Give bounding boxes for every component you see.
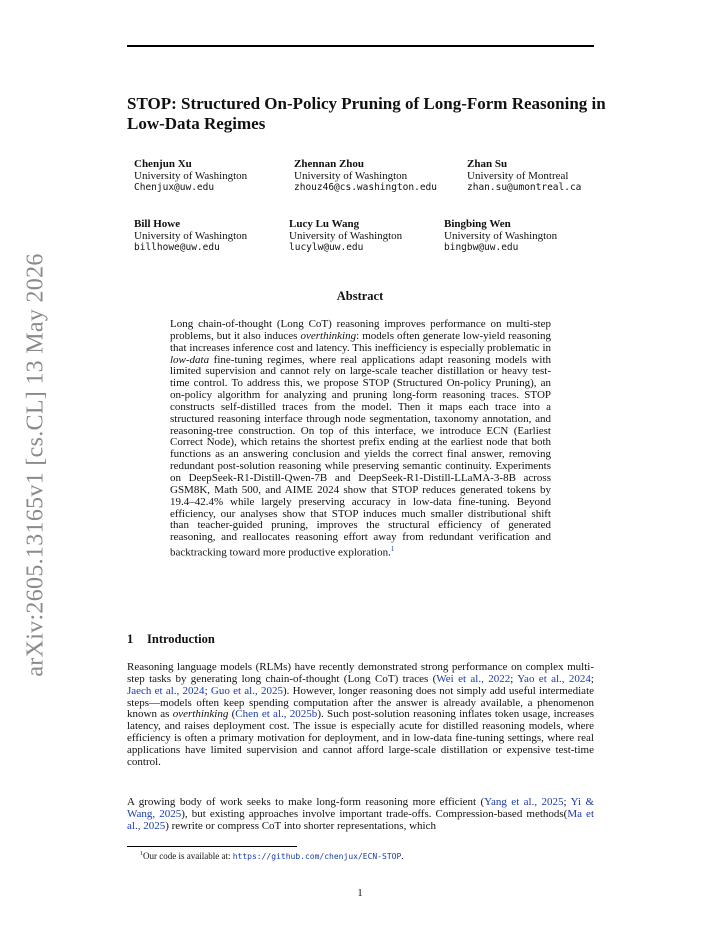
author-block [467,158,581,194]
footnote-link[interactable]: 1 [390,545,395,554]
para-text: ). However, longer reasoning does not simply add useful intermediate steps—models often keep spending computation after the answer is already available, a phenomenon known as [127,684,595,721]
author-email[interactable]: billhowe@uw.edu [134,242,220,253]
abstract-body [170,319,551,560]
author-email[interactable]: zhouz46@cs.washington.edu [294,182,437,193]
para-text: ), but existing approaches involve important trade-offs. Compression-based methods( [181,807,568,820]
author-name: Bill Howe [134,218,181,230]
para-text: ( [228,708,236,721]
para-text: ; [590,672,594,685]
para-text: ; [510,672,518,685]
section-heading [127,632,215,647]
abstract-text: : models often generate low-yield reasoning that increases inference cost and latency. This inefficiency is especially problematic in [170,329,551,354]
footnote-text: Our code is available at: [143,851,233,861]
author-name: Zhennan Zhou [294,158,365,170]
author-affiliation: University of Washington [134,170,248,182]
abstract-emphasis: low-data [170,353,210,366]
abstract-emphasis: overthinking [300,329,357,342]
author-affiliation: University of Washington [444,230,558,242]
citation-link[interactable]: Ma et al., 2025 [127,807,594,832]
author-email[interactable]: Chenjux@uw.edu [134,182,215,193]
author-affiliation: University of Montreal [467,170,569,182]
footnote-text: . [401,851,404,861]
author-block [294,158,437,194]
section-title: Introduction [147,632,215,646]
code-link[interactable]: https://github.com/chenjux/ECN-STOP [232,852,402,861]
abstract-text: fine-tuning regimes, where real applications adapt reasoning models with limited supervision and cannot rely on large-scale teacher distillation or heavy test-time control. To address this, we propose STOP (Structured On-policy Pruning), an on-policy algorithm for analyzing and pruning long-form reasoning traces. STOP constructs self-distilled traces from the model. Then it maps each trace into a structured reasoning interface through node segmentation, taxonomy annotation, and reasoning-tree construction. On top of this interface, we introduce ECN (Earliest Correct Node), which retains the shortest prefix ending at the earliest node that both functions as an answering conclusion and yields the correct final answer, removing redundant post-solution reasoning while preserving semantic continuity. Experiments on DeepSeek-R1-Distill-Qwen-7B and DeepSeek-R1-Distill-LLaMA-3-8B across GSM8K, Math 500, and AIME 2024 show that STOP reduces generated tokens by 19.4–42.4% while largely preserving accuracy in low-data fine-tuning. Beyond efficiency, our analyses show that STOP induces much smaller distributional shift than teacher-guided pruning, improves the structural efficiency of generated reasoning, and reallocates reasoning effort away from redundant verification and backtracking toward more productive exploration. [170,353,551,559]
para-text: ; [204,684,211,697]
intro-paragraph [127,662,594,769]
author-name: Lucy Lu Wang [289,218,360,230]
page-number: 1 [357,887,363,899]
author-name: Zhan Su [467,158,508,170]
citation-link[interactable]: Yang et al., 2025 [484,796,564,808]
author-name: Bingbing Wen [444,218,511,230]
author-email[interactable]: bingbw@uw.edu [444,242,519,253]
para-text: Reasoning language models (RLMs) have recently demonstrated strong performance on complex multi-step tasks by generating long chain-of-thought (Long CoT) traces ( [127,661,594,685]
para-text: A growing body of work seeks to make long-form reasoning more efficient ( [127,796,485,808]
author-affiliation: University of Washington [294,170,408,182]
arxiv-stamp: arXiv:2605.13165v1 [cs.CL] 13 May 2026 [22,253,49,677]
author-block [444,218,557,254]
author-name: Chenjun Xu [134,158,192,170]
footnote [140,851,404,861]
author-block [134,218,247,254]
intro-paragraph [127,797,594,833]
para-text: ). Such post-solution reasoning inflates token usage, increases latency, and raises deployment cost. The issue is especially acute for distilled reasoning models, where efficiency is often a primary motivation for deployment, and in low-data fine-tuning settings, where real applications have limited supervision and cannot afford large-scale distillation or expensive test-time control. [127,708,594,768]
author-email[interactable]: lucylw@uw.edu [289,242,364,253]
author-affiliation: University of Washington [289,230,403,242]
author-block [134,158,247,194]
paper-title: STOP: Structured On-Policy Pruning of Long-Form Reasoning in Low-Data Regimes [127,94,606,133]
footnote-mark: 1 [140,851,143,857]
abstract-heading: Abstract [336,289,384,303]
author-block [289,218,402,254]
citation-link[interactable]: Yao et al., 2024 [517,672,591,685]
abstract-text: Long chain-of-thought (Long CoT) reasoning improves performance on multi-step problems, but it also induces [170,318,551,342]
para-text: ) rewrite or compress CoT into shorter representations, which [165,819,436,832]
citation-link[interactable]: Wei et al., 2022 [436,672,511,685]
author-affiliation: University of Washington [134,230,248,242]
section-number: 1 [127,632,134,646]
author-email[interactable]: zhan.su@umontreal.ca [467,182,582,193]
citation-link[interactable]: Guo et al., 2025 [210,684,283,697]
header-rule [127,45,594,47]
para-text: ; [563,796,571,808]
citation-link[interactable]: Yi & Wang, 2025 [127,796,594,820]
citation-link[interactable]: Jaech et al., 2024 [127,684,205,697]
para-emphasis: overthinking [172,708,229,721]
citation-link[interactable]: Chen et al., 2025b [235,708,318,721]
footnote-rule [127,846,297,847]
